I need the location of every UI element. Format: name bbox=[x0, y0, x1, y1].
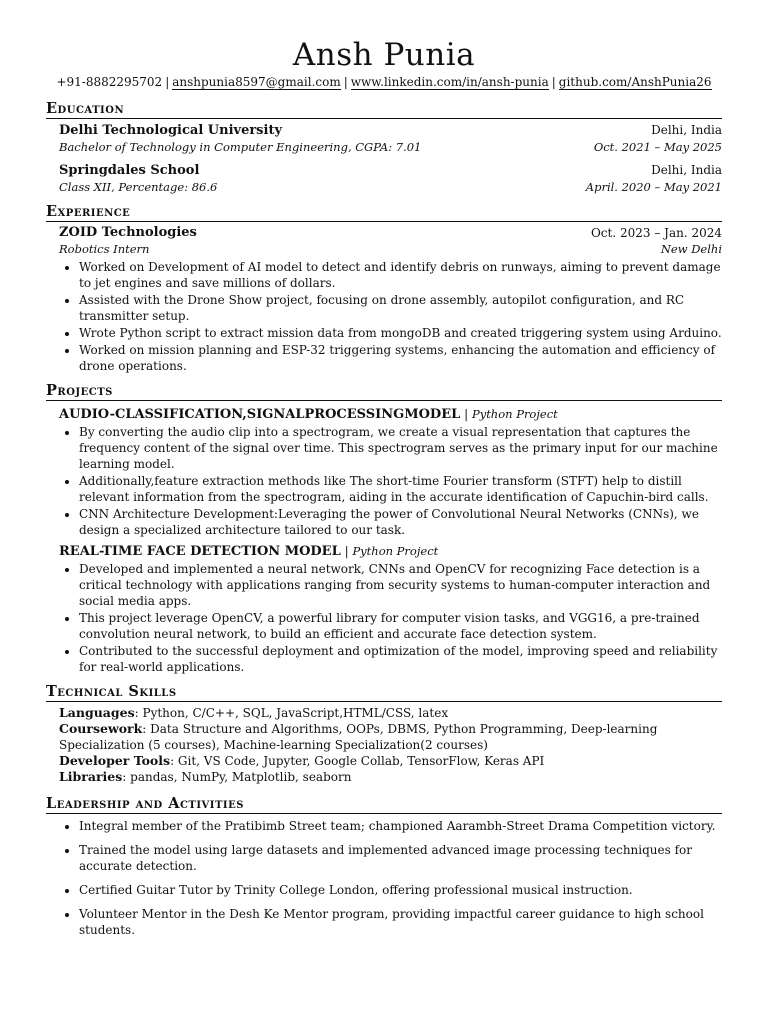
project-bullets bbox=[46, 561, 722, 675]
project-name: AUDIO-CLASSIFICATION,SIGNALPROCESSINGMODEL bbox=[59, 407, 461, 422]
projects-section bbox=[46, 382, 722, 675]
list-item: • Worked on Development of AI model to detect and identify debris on runways, aiming to prevent damage to jet engines and save millions of dollars. bbox=[79, 259, 722, 291]
github-link[interactable]: github.com/AnshPunia26 bbox=[558, 75, 712, 89]
company-name: ZOID Technologies bbox=[59, 225, 197, 240]
list-item: • Wrote Python script to extract mission data from mongoDB and created triggering system using Arduino. bbox=[79, 325, 722, 341]
leadership-section bbox=[46, 795, 722, 938]
list-item: • Developed and implemented a neural network, CNNs and OpenCV for recognizing Face detection is a critical technology with applications ranging from security systems to human-computer interaction and social media apps. bbox=[79, 561, 722, 609]
project-tech: Python Project bbox=[471, 407, 558, 421]
leadership-bullets bbox=[46, 818, 722, 938]
resume bbox=[46, 38, 722, 946]
education-section bbox=[46, 100, 722, 195]
education-dates: April. 2020 – May 2021 bbox=[585, 180, 722, 194]
contact-separator: | bbox=[343, 75, 348, 89]
experience-section bbox=[46, 203, 722, 374]
school-name: Springdales School bbox=[59, 163, 200, 178]
section-title-skills: Technical Skills bbox=[46, 683, 722, 702]
job-location: New Delhi bbox=[660, 242, 722, 256]
section-title-education: Education bbox=[46, 100, 722, 119]
skill-row bbox=[59, 753, 722, 769]
skill-row bbox=[59, 705, 722, 721]
skill-value: : pandas, NumPy, Matplotlib, seaborn bbox=[122, 770, 352, 784]
project-bullets bbox=[46, 424, 722, 538]
list-item: • Contributed to the successful deployment and optimization of the model, improving speed and reliability for real-world applications. bbox=[79, 643, 722, 675]
list-item: • This project leverage OpenCV, a powerful library for computer vision tasks, and VGG16, a pre-trained convolution neural network, to build an efficient and accurate face detection system. bbox=[79, 610, 722, 642]
candidate-name: Ansh Punia bbox=[292, 37, 476, 73]
experience-dates: Oct. 2023 – Jan. 2024 bbox=[590, 226, 722, 240]
project-tech: Python Project bbox=[352, 544, 439, 558]
section-title-experience: Experience bbox=[46, 203, 722, 222]
skill-row bbox=[59, 769, 722, 785]
email-link[interactable]: anshpunia8597@gmail.com bbox=[172, 75, 341, 89]
linkedin-link[interactable]: www.linkedin.com/in/ansh-punia bbox=[350, 75, 549, 89]
project-heading bbox=[46, 405, 722, 424]
project-name: REAL-TIME FACE DETECTION MODEL bbox=[59, 544, 341, 559]
skill-value: : Data Structure and Algorithms, OOPs, DBMS, Python Programming, Deep-learning Specialization (5 courses), Machine-learning Specialization(2 courses) bbox=[59, 722, 658, 752]
section-title-leadership: Leadership and Activities bbox=[46, 795, 722, 814]
phone-number: +91-8882295702 bbox=[56, 75, 163, 89]
school-location: Delhi, India bbox=[651, 123, 722, 137]
list-item: • Assisted with the Drone Show project, focusing on drone assembly, autopilot configuration, and RC transmitter setup. bbox=[79, 292, 722, 324]
list-item: • Additionally,feature extraction methods like The short-time Fourier transform (STFT) help to distill relevant information from the spectrogram, aiding in the accurate identification of Capuchin-bird calls. bbox=[79, 473, 722, 505]
skills-section bbox=[46, 683, 722, 785]
project-separator: | bbox=[464, 407, 469, 421]
school-location: Delhi, India bbox=[651, 163, 722, 177]
list-item: • CNN Architecture Development:Leveraging the power of Convolutional Neural Networks (CNNs), we design a specialized architecture tailored to our task. bbox=[79, 506, 722, 538]
contact-line bbox=[46, 74, 722, 90]
school-name: Delhi Technological University bbox=[59, 123, 282, 138]
list-item: • By converting the audio clip into a spectrogram, we create a visual representation that captures the frequency content of the signal over time. This spectrogram serves as the primary input for our machine learning model. bbox=[79, 424, 722, 472]
skill-label: Languages bbox=[59, 705, 135, 720]
degree: Class XII, Percentage: 86.6 bbox=[59, 180, 218, 194]
skill-label: Developer Tools bbox=[59, 753, 171, 768]
skill-row bbox=[59, 721, 722, 753]
list-item: • Trained the model using large datasets and implemented advanced image processing techniques for accurate detection. bbox=[79, 842, 722, 874]
degree: Bachelor of Technology in Computer Engineering, CGPA: 7.01 bbox=[59, 140, 422, 154]
list-item: • Worked on mission planning and ESP-32 triggering systems, enhancing the automation and efficiency of drone operations. bbox=[79, 342, 722, 374]
education-entry bbox=[46, 122, 722, 155]
contact-separator: | bbox=[165, 75, 170, 89]
experience-bullets bbox=[46, 259, 722, 374]
education-dates: Oct. 2021 – May 2025 bbox=[593, 140, 722, 154]
skill-label: Coursework bbox=[59, 721, 143, 736]
education-entry bbox=[46, 162, 722, 195]
project-heading bbox=[46, 542, 722, 561]
skill-value: : Git, VS Code, Jupyter, Google Collab, TensorFlow, Keras API bbox=[170, 754, 545, 768]
list-item: • Certified Guitar Tutor by Trinity College London, offering professional musical instruction. bbox=[79, 882, 722, 898]
section-title-projects: Projects bbox=[46, 382, 722, 401]
list-item: • Integral member of the Pratibimb Street team; championed Aarambh-Street Drama Competition victory. bbox=[79, 818, 722, 834]
job-role: Robotics Intern bbox=[59, 242, 150, 256]
list-item: • Volunteer Mentor in the Desh Ke Mentor program, providing impactful career guidance to high school students. bbox=[79, 906, 722, 938]
skill-label: Libraries bbox=[59, 769, 123, 784]
contact-separator: | bbox=[551, 75, 556, 89]
skills-list bbox=[46, 705, 722, 785]
skill-value: : Python, C/C++, SQL, JavaScript,HTML/CSS, latex bbox=[134, 706, 449, 720]
experience-entry bbox=[46, 224, 722, 257]
project-separator: | bbox=[344, 544, 349, 558]
